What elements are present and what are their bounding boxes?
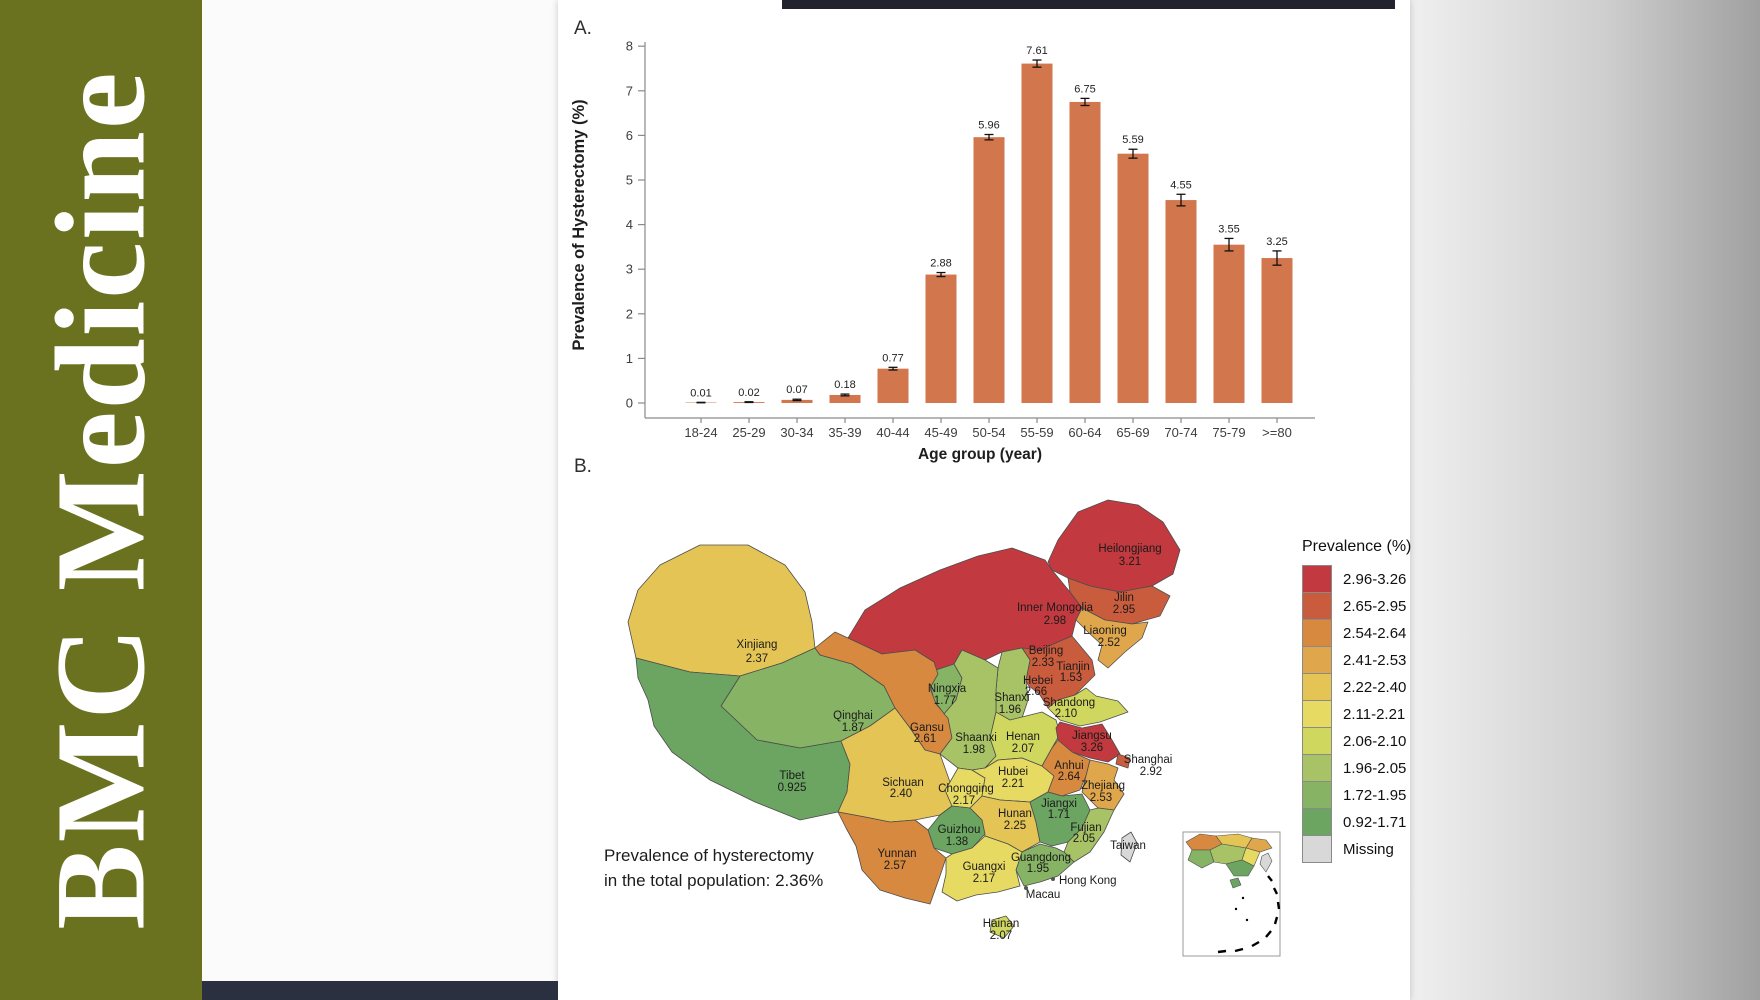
y-axis-title: Prevalence of Hysterectomy (%)	[570, 99, 588, 351]
province-value: 2.61	[913, 733, 937, 745]
province-value: 2.21	[1001, 778, 1025, 790]
hong-kong-marker	[1051, 877, 1055, 881]
province-value: 2.53	[1089, 792, 1113, 804]
province-value: 1.71	[1047, 809, 1071, 821]
legend-range-label: 2.65-2.95	[1343, 597, 1407, 615]
x-tick-label: 30-34	[780, 425, 814, 440]
y-tick-label: 6	[625, 127, 633, 143]
nine-dash-segment	[1278, 902, 1279, 909]
y-tick-label: 4	[625, 217, 633, 233]
legend-range-label: 2.22-2.40	[1343, 678, 1407, 696]
y-tick-label: 3	[625, 261, 633, 277]
map-legend	[1302, 538, 1411, 863]
province-value: 2.17	[952, 795, 976, 807]
province-value: 2.10	[1054, 708, 1078, 720]
province-label: Shanxi	[994, 692, 1030, 704]
bar-value-label: 0.02	[738, 386, 760, 399]
province-label: Qinghai	[833, 710, 873, 722]
province-label: Jiangxi	[1041, 798, 1077, 810]
province-label: Zhejiang	[1080, 780, 1126, 792]
legend-range-label: 2.54-2.64	[1343, 624, 1407, 642]
province-label: Shaanxi	[955, 732, 997, 744]
x-tick-label: 60-64	[1068, 425, 1102, 440]
x-tick-label: 50-54	[972, 425, 1006, 440]
province-label: Liaoning	[1083, 625, 1127, 637]
legend-entry	[1302, 592, 1411, 620]
bar-value-label: 3.55	[1218, 223, 1240, 236]
bar-60-64	[1070, 102, 1101, 403]
province-value: 2.95	[1112, 604, 1136, 616]
legend-swatch	[1302, 700, 1332, 728]
legend-swatch	[1302, 727, 1332, 755]
bottom-banner-edge	[202, 981, 558, 1000]
province-value: 2.37	[745, 653, 769, 665]
screen-background	[1410, 0, 1760, 1000]
province-value: 2.66	[1024, 686, 1048, 698]
legend-swatch	[1302, 673, 1332, 701]
x-tick-label: 65-69	[1116, 425, 1150, 440]
legend-title: Prevalence (%)	[1302, 538, 1412, 555]
province-value: 2.07	[1011, 743, 1035, 755]
map-annotation-line2: in the total population: 2.36%	[604, 871, 824, 890]
province-value: 1.96	[998, 704, 1022, 716]
legend-swatch	[1302, 565, 1332, 593]
province-value: 1.53	[1059, 672, 1083, 684]
journal-sidebar	[0, 0, 202, 1000]
province-value: 1.98	[962, 744, 986, 756]
x-tick-label: 70-74	[1164, 425, 1198, 440]
province-xinjiang	[628, 545, 815, 676]
y-tick-label: 0	[625, 395, 633, 411]
province-label: Xinjiang	[736, 639, 778, 651]
x-tick-label: 25-29	[732, 425, 766, 440]
bar-value-label: 0.01	[690, 387, 712, 400]
legend-entry	[1302, 727, 1411, 755]
province-label: Chongqing	[938, 783, 994, 795]
bar-75-79	[1214, 245, 1245, 403]
bar->=80	[1262, 258, 1293, 403]
bar-55-59	[1022, 64, 1053, 403]
province-label: Hubei	[997, 766, 1029, 778]
journal-title	[0, 0, 202, 1000]
x-tick-label: >=80	[1262, 425, 1292, 440]
province-label: Guangdong	[1010, 852, 1072, 864]
bar-40-44	[878, 369, 909, 403]
legend-entry	[1302, 619, 1411, 647]
legend-entry	[1302, 781, 1411, 809]
bar-value-label: 5.59	[1122, 134, 1144, 147]
province-value: 2.05	[1072, 833, 1096, 845]
inset-island-dot	[1242, 897, 1244, 899]
nine-dash-segment	[1218, 951, 1226, 952]
province-label: Henan	[1006, 731, 1040, 743]
province-label: Sichuan	[882, 777, 924, 789]
hong-kong-label: Hong Kong	[1059, 875, 1117, 887]
bar-value-label: 0.18	[834, 379, 856, 392]
x-tick-label: 75-79	[1212, 425, 1246, 440]
bar-65-69	[1118, 154, 1149, 403]
inset-island-dot	[1235, 908, 1237, 910]
legend-entry	[1302, 700, 1411, 728]
x-tick-label: 45-49	[924, 425, 958, 440]
province-value: 2.98	[1043, 615, 1067, 627]
x-tick-label: 55-59	[1020, 425, 1054, 440]
legend-swatch	[1302, 646, 1332, 674]
legend-range-label: 2.41-2.53	[1343, 651, 1407, 669]
x-axis-title: Age group (year)	[917, 446, 1043, 463]
legend-range-label: 0.92-1.71	[1343, 813, 1407, 831]
province-value: 2.64	[1057, 771, 1081, 783]
legend-entry	[1302, 673, 1411, 701]
legend-range-label: 1.96-2.05	[1343, 759, 1407, 777]
province-value: 2.07	[989, 930, 1013, 942]
panel-a-label: A.	[574, 18, 592, 39]
legend-swatch	[1302, 781, 1332, 809]
province-label: Beijing	[1028, 645, 1064, 657]
y-tick-label: 5	[625, 172, 633, 188]
province-label: Fujian	[1070, 822, 1102, 834]
province-value: 1.38	[945, 836, 969, 848]
province-value: 2.17	[972, 873, 996, 885]
legend-range-label: 2.06-2.10	[1343, 732, 1407, 750]
province-value: 2.25	[1003, 820, 1027, 832]
legend-entry	[1302, 808, 1411, 836]
legend-range-label: Missing	[1343, 840, 1394, 858]
province-label: Hebei	[1022, 675, 1054, 687]
province-label: Hainan	[982, 918, 1020, 930]
y-tick-label: 1	[625, 350, 633, 366]
province-label: Tianjin	[1056, 661, 1090, 673]
legend-entry	[1302, 835, 1411, 863]
legend-range-label: 2.96-3.26	[1343, 570, 1407, 588]
province-label: Gansu	[910, 722, 944, 734]
bar-value-label: 0.77	[882, 352, 904, 365]
bar-value-label: 2.88	[930, 257, 952, 270]
journal-title-text: BMC Medicine	[29, 70, 172, 930]
province-label: Yunnan	[877, 848, 917, 860]
legend-swatch	[1302, 619, 1332, 647]
province-label: Hunan	[998, 808, 1032, 820]
legend-swatch	[1302, 754, 1332, 782]
inset-island-dot	[1246, 919, 1248, 921]
legend-swatch	[1302, 592, 1332, 620]
map-annotation-line1: Prevalence of hysterectomy	[604, 846, 814, 865]
province-value: 0.925	[777, 782, 807, 794]
province-label: Inner Mongolia	[1016, 602, 1094, 614]
legend-swatch	[1302, 808, 1332, 836]
x-tick-label: 35-39	[828, 425, 862, 440]
bar-45-49	[926, 275, 957, 403]
province-value: 1.95	[1026, 863, 1050, 875]
province-label: Taiwan	[1110, 840, 1146, 852]
province-value: 2.92	[1139, 766, 1163, 778]
province-value: 2.33	[1031, 657, 1055, 669]
legend-swatch	[1302, 835, 1332, 863]
panel-b-label: B.	[574, 456, 592, 477]
province-value: 1.87	[841, 722, 865, 734]
bar-value-label: 7.61	[1026, 45, 1048, 58]
province-label: Anhui	[1054, 760, 1084, 772]
map-annotation	[604, 843, 823, 893]
y-tick-label: 2	[625, 306, 633, 322]
legend-entry	[1302, 754, 1411, 782]
legend-range-label: 1.72-1.95	[1343, 786, 1407, 804]
y-tick-label: 7	[625, 83, 633, 99]
province-value: 1.77	[933, 695, 957, 707]
province-value: 3.26	[1080, 742, 1104, 754]
province-value: 2.40	[889, 788, 913, 800]
province-value: 2.52	[1097, 637, 1121, 649]
x-tick-label: 40-44	[876, 425, 910, 440]
bar-value-label: 5.96	[978, 119, 1000, 132]
macau-label: Macau	[1025, 889, 1061, 901]
x-tick-label: 18-24	[684, 425, 718, 440]
province-label: Guizhou	[937, 824, 981, 836]
bar-value-label: 4.55	[1170, 179, 1192, 192]
province-label: Tibet	[779, 770, 805, 782]
province-label: Jiangsu	[1072, 730, 1112, 742]
province-label: Heilongjiang	[1098, 543, 1162, 555]
province-label: Shandong	[1042, 697, 1096, 709]
legend-entry	[1302, 565, 1411, 593]
bar-70-74	[1166, 200, 1197, 403]
province-label: Guangxi	[962, 861, 1006, 873]
y-tick-label: 8	[625, 38, 633, 54]
province-label: Jilin	[1114, 592, 1134, 604]
province-label: Ningxia	[927, 683, 967, 695]
bar-50-54	[974, 137, 1005, 403]
bar-value-label: 0.07	[786, 384, 808, 397]
legend-entry	[1302, 646, 1411, 674]
bar-value-label: 3.25	[1266, 235, 1288, 248]
bar-value-label: 6.75	[1074, 83, 1096, 96]
province-label: Shanghai	[1123, 754, 1173, 766]
province-value: 3.21	[1118, 556, 1142, 568]
province-value: 2.57	[883, 860, 907, 872]
legend-range-label: 2.11-2.21	[1343, 705, 1406, 723]
page-margin-left	[202, 0, 558, 1000]
